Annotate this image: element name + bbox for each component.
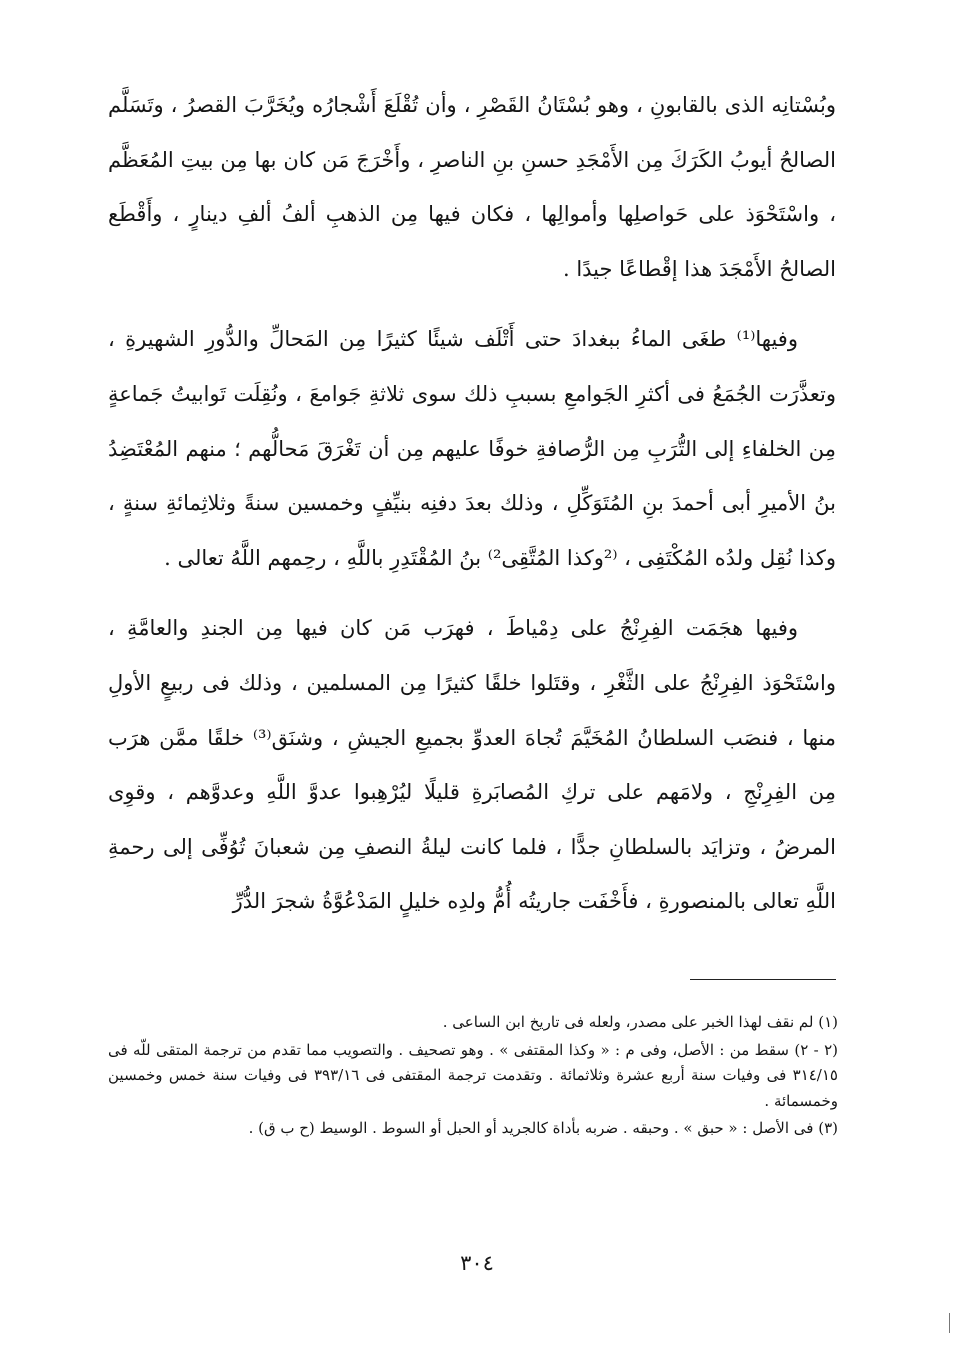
main-text	[108, 78, 836, 945]
footnote-2: (٢ - ٢) سقط من : الأصل، وفى م : « وكذا المقتفى » . وهو تصحيف . والتصويب مما تقدم من ترجمة المتقى للّه فى ٣١٤/١٥ فى وفيات سنة أربع عشرة وثلاثمائة . وتقدمت ترجمة المقتفى فى ٣٩٣/١٦ فى وفيات سنة خمس وخمسين وخمسمائة .	[108, 1040, 838, 1110]
footnote-3: (٣) فى الأصل : « حبق » . وحبقه . ضربه بأداة كالجريد أو الحبل أو السوط . الوسيط (ح ب ق) .	[248, 1119, 838, 1137]
paragraph-2: وفيها⁽¹⁾ طغَى الماءُ ببغدادَ حتى أَتْلَف شيئًا كثيرًا مِن المَحالِّ والدُّورِ الشهيرةِ ، وتعذَّرَت الجُمَعُ فى أكثرِ الجَوامعِ بسببِ ذلك سوى ثلاثةِ جَوامعَ ، ونُقِلَت تَوابيتُ جَماعةٍ مِن الخلفاءِ إلى التُّرَبِ مِن الرُّصافةِ خوفًا عليهم مِن أن تَغْرَقَ مَحالُّهم ؛ منهم المُعْتَضِدُ بنُ الأميرِ أبى أحمدَ بنِ المُتَوَكِّلِ ، وذلك بعدَ دفنِه بنيِّفٍ وخمسين سنةً وثلاثِمائةِ سنةٍ ، وكذا نُقِل ولدُه المُكْتَفِى ، ⁽²وكذا المُتَّقِى²⁾ بنُ المُقْتَدِرِ باللَّهِ ، رحِمهم اللَّهُ تعالى .	[108, 327, 836, 570]
footnotes	[108, 1010, 838, 1144]
footnote-separator	[690, 979, 836, 980]
scan-edge-mark	[949, 1313, 950, 1333]
footnote-1: (١) لم نقف لهذا الخبر على مصدر، ولعله فى تاريخ ابن الساعى .	[442, 1013, 838, 1031]
paragraph-1: وبُسْتانِه الذى بالقابونِ ، وهو بُسْتَانُ القَصْرِ ، وأن تُقْلَعَ أَشْجارُه ويُخَرَّبَ القصرُ ، وتَسَلَّم الصالحُ أيوبُ الكَرَكَ مِن الأَمْجَدِ حسنِ بنِ الناصرِ ، وأَخْرَجَ مَن كان بها مِن بيتِ المُعَظَّم ، واسْتَحْوَذ على حَواصلِها وأموالِها ، فكان فيها مِن الذهبِ ألفُ ألفِ دينارٍ ، وأَقْطَع الصالحُ الأَمْجَدَ هذا إقْطاعًا جيدًا .	[108, 93, 836, 281]
paragraph-3: وفيها هجَمَت الفِرِنْجُ على دِمْياطَ ، فهرَب مَن كان فيها مِن الجندِ والعامَّةِ ، واسْتَحْوَذ الفِرِنْجُ على الثَّغْرِ ، وقتَلوا خلقًا كثيرًا مِن المسلمين ، وذلك فى ربيعٍ الأولِ منها ، فنصَب السلطانُ المُخَيَّمَ تُجاهَ العدوِّ بجميعِ الجيشِ ، وشنَق⁽³⁾ خلقًا ممَّن هرَب مِن الفِرِنْجِ ، ولامَهم على تركِ المُصابَرةِ قليلًا ليُرْهِبوا عدوَّ اللَّهِ وعدوَّهم ، وقوِى المرضُ ، وتزايَد بالسلطانِ جدًّا ، فلما كانت ليلةُ النصفِ مِن شعبانَ تُوُفِّى إلى رحمةِ اللَّهِ تعالى بالمنصورةِ ، فأَخْفَت جاريتُه أُمُّ ولدِه خليلٍ المَدْعُوَّةُ شجرَ الدُّرِّ	[108, 616, 836, 914]
page-number: ٣٠٤	[460, 1251, 494, 1275]
